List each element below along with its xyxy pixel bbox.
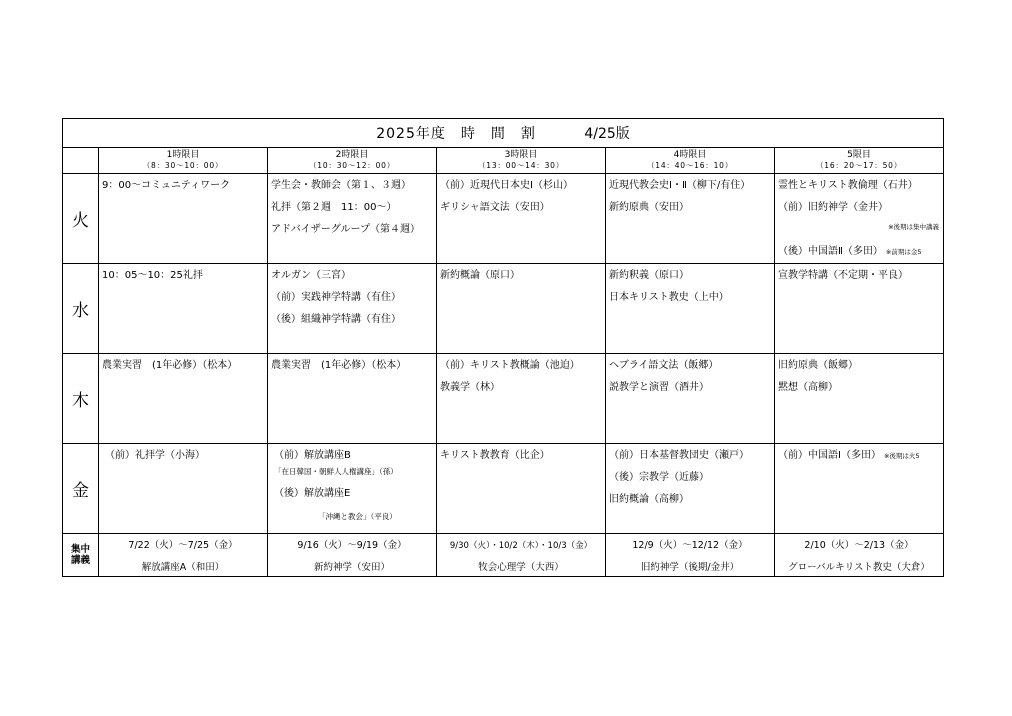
course-text: 10：05～10：25礼拝 — [102, 270, 203, 281]
period-header-row — [63, 148, 944, 174]
schedule-cell — [775, 174, 944, 264]
intensive-course: 旧約神学（後期/金井） — [640, 562, 740, 573]
intensive-cell — [437, 534, 606, 577]
schedule-cell — [606, 444, 775, 534]
course-text: （後）解放講座E — [274, 488, 351, 499]
course-text: アドバイザーグループ（第４週） — [271, 224, 420, 235]
intensive-course: 新約神学（安田） — [313, 562, 390, 573]
course-note: ※後期は火5 — [883, 452, 920, 460]
course-line — [609, 494, 772, 506]
schedule-cell — [775, 264, 944, 354]
course-text: （前）キリスト教概論（池迫） — [440, 360, 580, 371]
course-text: 黙想（高柳） — [778, 382, 838, 393]
course-line — [778, 180, 941, 192]
course-line — [271, 314, 434, 326]
course-line — [778, 360, 941, 372]
schedule-cell — [268, 354, 437, 444]
schedule-cell — [775, 444, 944, 534]
period-time: （8：30～10：00） — [142, 161, 224, 170]
course-text: 新約概論（原口） — [440, 270, 520, 281]
course-line — [609, 180, 772, 192]
intensive-cell — [606, 534, 775, 577]
day-label: 木 — [63, 354, 99, 444]
period-name: 3時限目 — [504, 150, 538, 160]
intensive-label-line: 講義 — [70, 555, 90, 566]
course-text: オルガン（三宮） — [271, 270, 351, 281]
intensive-course: 解放講座A（和田） — [141, 562, 225, 573]
course-line — [778, 221, 939, 233]
corner-cell — [63, 148, 99, 174]
intensive-dates: 2/10（火）～2/13（金） — [804, 540, 914, 551]
title-main: 2025年度 時 間 割 — [376, 126, 536, 142]
course-text: （前）中国語Ⅰ（多田） — [778, 450, 881, 461]
day-row — [63, 264, 944, 354]
title-version: 4/25版 — [584, 126, 630, 142]
title-row — [63, 119, 944, 148]
course-text: （後）中国語Ⅱ（多田） — [778, 246, 883, 257]
schedule-cell — [99, 174, 268, 264]
day-row — [63, 354, 944, 444]
course-text: （前）近現代日本史Ⅰ（杉山） — [440, 180, 573, 191]
course-text: ギリシャ語文法（安田） — [440, 202, 550, 213]
course-text: 霊性とキリスト教倫理（石井） — [778, 180, 918, 191]
course-text: （前）旧約神学（金井） — [778, 202, 888, 213]
course-line — [609, 360, 772, 372]
course-text: 近現代教会史Ⅰ・Ⅱ（柳下/有住） — [609, 180, 751, 191]
course-text: 学生会・教師会（第１、３週） — [271, 180, 411, 191]
period-name: 2時限目 — [335, 150, 369, 160]
intensive-dates: 9/16（火）～9/19（金） — [297, 540, 407, 551]
period-name: 5限目 — [847, 150, 871, 160]
course-line — [274, 488, 434, 500]
course-line — [271, 180, 434, 192]
course-line — [609, 382, 772, 394]
course-text: （前）礼拝学（小海） — [105, 450, 205, 461]
schedule-cell — [606, 264, 775, 354]
course-line — [440, 180, 603, 192]
schedule-cell — [99, 354, 268, 444]
course-line — [440, 360, 603, 372]
intensive-cell — [775, 534, 944, 577]
schedule-cell — [606, 174, 775, 264]
course-text: （前）日本基督教団史（瀬戸） — [609, 450, 749, 461]
course-text: 新約釈義（原口） — [609, 270, 689, 281]
course-line — [609, 202, 772, 214]
course-line — [318, 511, 434, 523]
course-line — [271, 360, 434, 372]
course-text: 旧約概論（高柳） — [609, 494, 689, 505]
schedule-cell — [437, 174, 606, 264]
page-title — [63, 119, 944, 148]
course-text: 「沖縄と教会」（平良） — [318, 512, 397, 521]
course-line — [271, 202, 434, 214]
day-row — [63, 444, 944, 534]
intensive-row — [63, 534, 944, 577]
period-name: 1時限目 — [166, 150, 200, 160]
course-line — [440, 382, 603, 394]
course-text: 礼拝（第２週 11：00～） — [271, 202, 397, 213]
period-header — [268, 148, 437, 174]
course-line — [778, 382, 941, 394]
period-header — [437, 148, 606, 174]
day-label: 火 — [63, 174, 99, 264]
course-line — [609, 292, 772, 304]
course-text: 9：00～コミュニティワーク — [102, 180, 231, 191]
intensive-label-line: 集中 — [70, 544, 90, 555]
course-text: キリスト教教育（比企） — [440, 450, 550, 461]
course-line — [102, 270, 265, 282]
intensive-dates: 7/22（火）～7/25（金） — [128, 540, 238, 551]
schedule-cell — [437, 444, 606, 534]
period-time: （14：40～16：10） — [646, 161, 734, 170]
course-text: 宣教学特講（不定期・平良） — [778, 270, 908, 281]
course-text: （後）宗教学（近藤） — [609, 472, 709, 483]
course-line — [271, 270, 434, 282]
course-line — [102, 360, 265, 372]
period-time: （16：20～17：50） — [815, 161, 903, 170]
intensive-dates: 12/9（火）～12/12（金） — [632, 540, 748, 551]
course-text: 説教学と演習（酒井） — [609, 382, 709, 393]
course-line — [440, 450, 603, 462]
day-label: 水 — [63, 264, 99, 354]
schedule-cell — [268, 174, 437, 264]
schedule-cell — [99, 444, 268, 534]
course-line — [778, 270, 941, 282]
course-text: 新約原典（安田） — [609, 202, 689, 213]
schedule-cell — [437, 354, 606, 444]
schedule-cell — [606, 354, 775, 444]
course-text: ヘブライ語文法（飯郷） — [609, 360, 719, 371]
intensive-dates: 9/30（火）・10/2（木）・10/3（金） — [449, 541, 593, 551]
course-text: 旧約原典（飯郷） — [778, 360, 858, 371]
intensive-cell — [99, 534, 268, 577]
course-note: ※前期は金5 — [885, 248, 922, 256]
course-line — [440, 202, 603, 214]
intensive-label — [63, 534, 99, 577]
day-rows — [63, 174, 944, 534]
course-line — [778, 246, 941, 258]
course-note: ※後期は集中講義 — [888, 223, 940, 231]
course-line — [274, 450, 434, 462]
course-line — [102, 180, 265, 192]
course-line — [778, 450, 941, 462]
course-text: 農業実習 (1年必修）（松本） — [271, 360, 407, 371]
course-line — [105, 450, 265, 462]
course-line — [609, 270, 772, 282]
course-text: 農業実習 (1年必修）（松本） — [102, 360, 238, 371]
course-line — [440, 270, 603, 282]
course-line — [274, 466, 434, 478]
course-text: （前）解放講座B — [274, 450, 351, 461]
day-label: 金 — [63, 444, 99, 534]
course-line — [609, 450, 772, 462]
period-time: （13：00～14：30） — [477, 161, 565, 170]
course-text: （前）実践神学特講（有住） — [271, 292, 401, 303]
intensive-course: グローバルキリスト教史（大倉） — [788, 562, 930, 573]
period-header — [99, 148, 268, 174]
schedule-cell — [268, 264, 437, 354]
period-time: （10：30～12：00） — [308, 161, 396, 170]
period-header — [606, 148, 775, 174]
course-line — [609, 472, 772, 484]
course-line — [271, 292, 434, 304]
course-text: 日本キリスト教史（上中） — [609, 292, 729, 303]
course-line — [271, 224, 434, 236]
schedule-cell — [268, 444, 437, 534]
schedule-cell — [437, 264, 606, 354]
intensive-course: 牧会心理学（大西） — [478, 562, 564, 573]
schedule-cell — [775, 354, 944, 444]
course-text: （後）組織神学特講（有住） — [271, 314, 401, 325]
course-line — [778, 202, 941, 214]
schedule-cell — [99, 264, 268, 354]
timetable — [62, 118, 944, 577]
course-text: 「在日韓国・朝鮮人人権講座」（孫） — [274, 467, 398, 476]
period-header — [775, 148, 944, 174]
period-name: 4時限目 — [673, 150, 707, 160]
course-text: 教義学（林） — [440, 382, 500, 393]
day-row — [63, 174, 944, 264]
intensive-cell — [268, 534, 437, 577]
